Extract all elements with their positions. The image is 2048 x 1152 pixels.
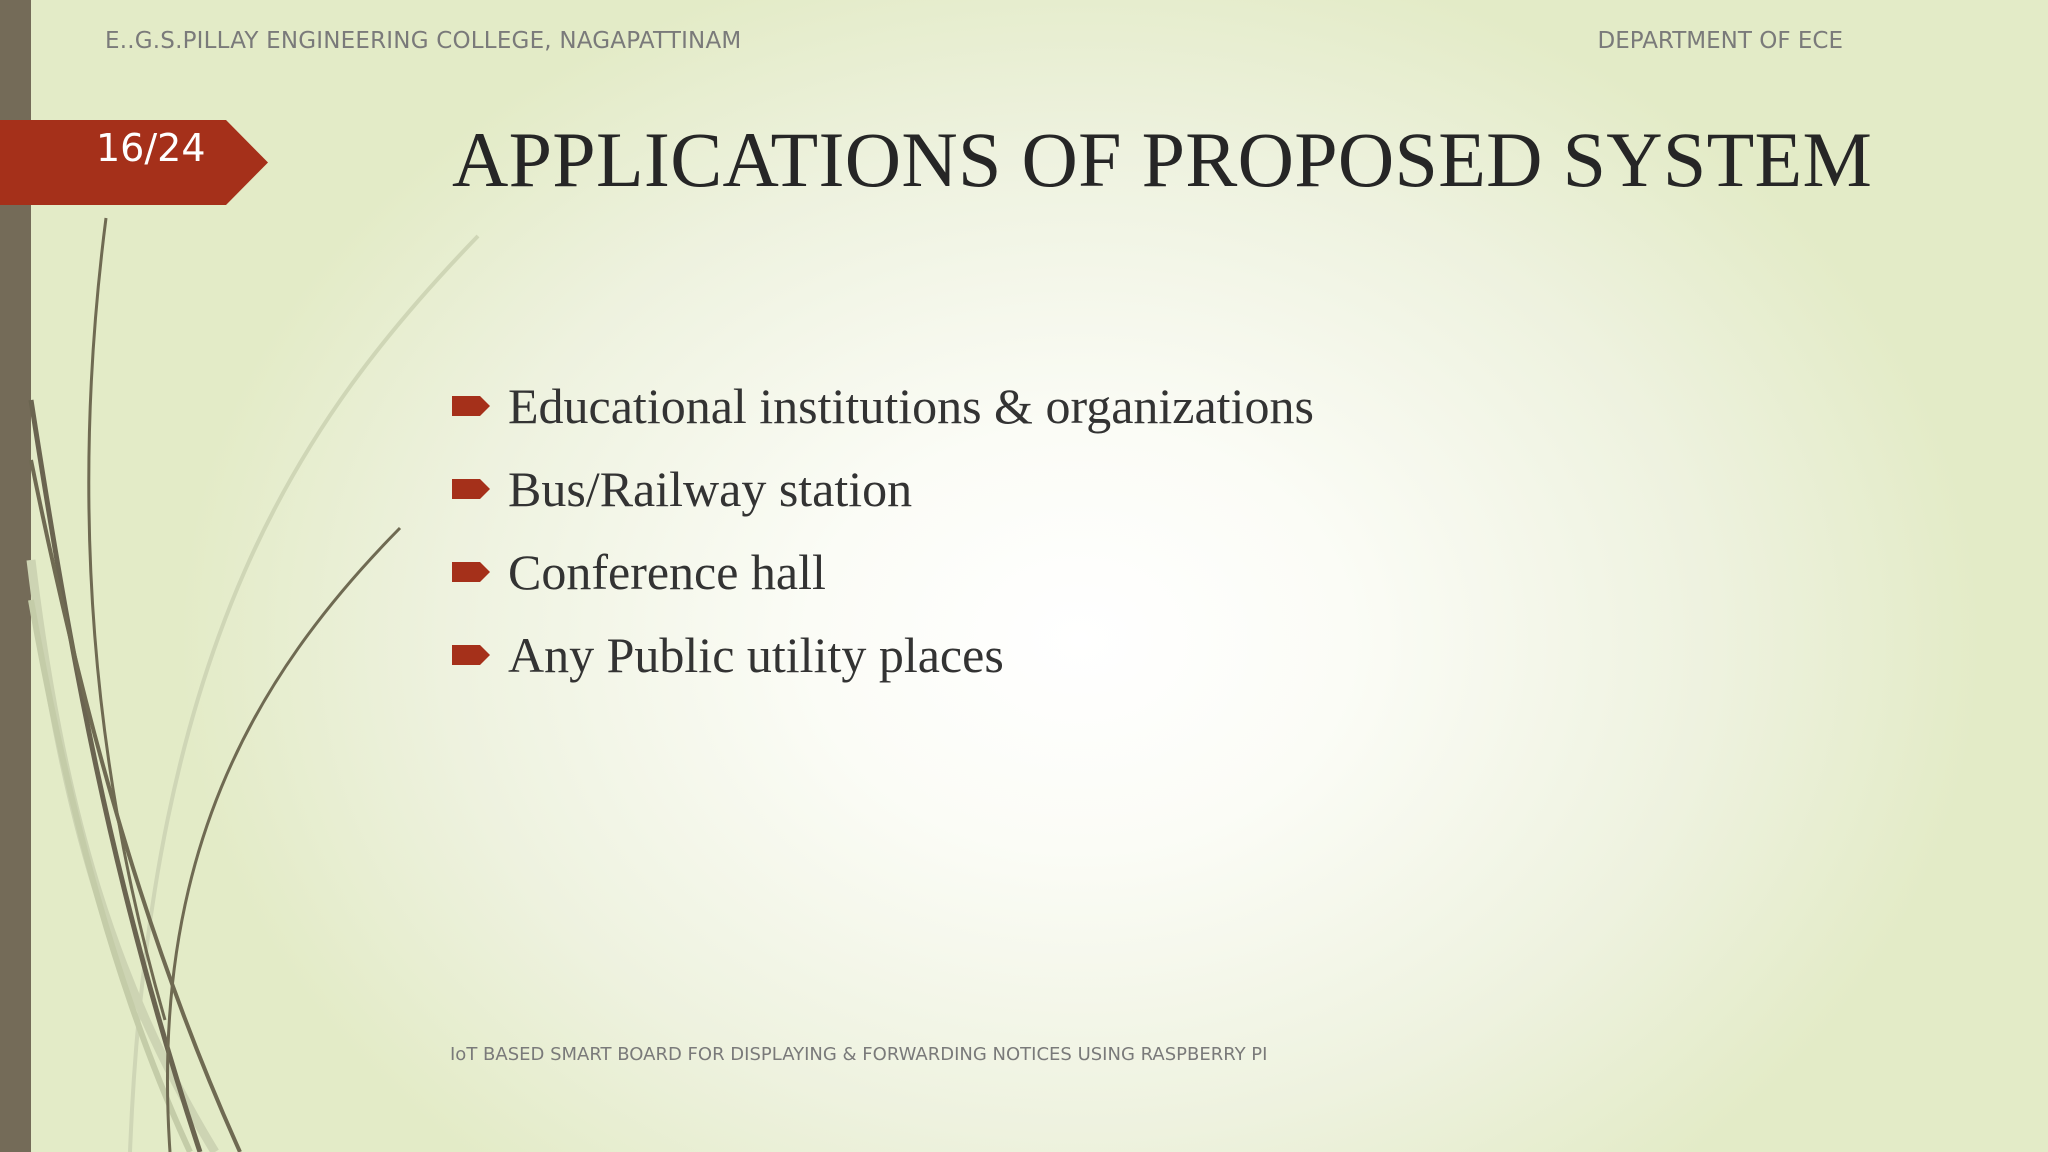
slide-title: APPLICATIONS OF PROPOSED SYSTEM xyxy=(452,116,1873,203)
footer-project-title: IoT BASED SMART BOARD FOR DISPLAYING & FORWARDING NOTICES USING RASPBERRY PI xyxy=(450,1044,1268,1065)
bullet-item xyxy=(452,364,1314,447)
arrow-tag-icon xyxy=(452,643,492,667)
arrow-tag-icon xyxy=(452,560,492,584)
bullet-text: Educational institutions & organizations xyxy=(508,377,1314,434)
slide-number: 16/24 xyxy=(96,126,206,170)
arrow-tag-icon xyxy=(452,394,492,418)
arrow-tag-icon xyxy=(452,477,492,501)
bullet-item xyxy=(452,530,1314,613)
bullet-text: Any Public utility places xyxy=(508,626,1004,683)
department-name: DEPARTMENT OF ECE xyxy=(1597,28,1843,54)
bullet-item xyxy=(452,613,1314,696)
bullet-text: Conference hall xyxy=(508,543,826,600)
college-name: E..G.S.PILLAY ENGINEERING COLLEGE, NAGAPATTINAM xyxy=(105,28,742,54)
bullet-text: Bus/Railway station xyxy=(508,460,913,517)
bullet-list xyxy=(452,364,1314,696)
bullet-item xyxy=(452,447,1314,530)
